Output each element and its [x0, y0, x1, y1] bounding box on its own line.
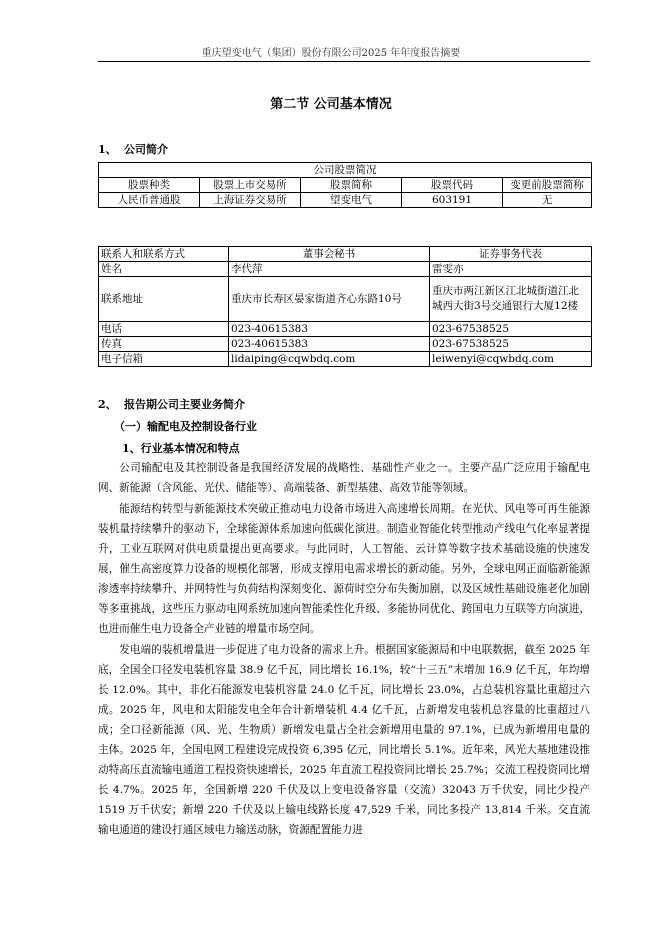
- table-cell: 李代萍: [229, 262, 430, 277]
- section-title: 第二节 公司基本情况: [270, 97, 392, 112]
- table-cell: 姓名: [99, 262, 229, 277]
- table-header-cell: 股票上市交易所: [200, 178, 301, 193]
- body-text: [98, 458, 590, 841]
- subsubsection-heading: 1、行业基本情况和特点: [122, 442, 240, 455]
- paragraph: 能源结构转型与新能源技术突破正推动电力设备市场进入高速增长周期。在光伏、风电等可再生能源装机量持续攀升的驱动下，全球能源体系加速向低碳化演进。制造业智能化转型推动产线电气化率显著提升，工业互联网对供电质量提出更高要求。与此同时，人工智能、云计算等数字技术基础设施的快速发展，催生高密度算力设备的规模化部署，形成支撑用电需求增长的新动能。另外，全球电网正面临新能源渗透率持续攀升、并网特性与负荷结构深刻变化、源荷时空分布失衡加剧，以及区域性基础设施老化加剧等多重挑战，这些压力驱动电网系统加速向智能柔性化升级、多能协同优化、跨国电力互联等方向演进，也进而催生电力设备全产业链的增量市场空间。: [98, 503, 590, 635]
- table-cell: leiwenyi@cqwbdq.com: [430, 352, 592, 367]
- table-cell: 联系地址: [99, 277, 229, 322]
- table-cell: 望变电气: [301, 193, 402, 208]
- table-cell: 雷雯亦: [430, 262, 592, 277]
- section-heading-1: [98, 141, 168, 157]
- table-cell: 023-40615383: [229, 337, 430, 352]
- stock-info-table: [98, 162, 592, 208]
- section-title-text: 公司简介: [124, 143, 168, 156]
- table-cell: 023-67538525: [430, 337, 592, 352]
- table-cell: 电话: [99, 322, 229, 337]
- section-title-text: 报告期公司主要业务简介: [124, 398, 245, 411]
- contact-info-table: [98, 246, 592, 367]
- table-cell: 023-40615383: [229, 322, 430, 337]
- table-cell: 电子信箱: [99, 352, 229, 367]
- paragraph: 发电端的装机增量进一步促进了电力设备的需求上升。根据国家能源局和中电联数据，截至 2025 年底，全国全口径发电装机容量 38.9 亿千瓦，同比增长 16.1%，较“十三五”末增加 16.9 亿千瓦，年均增长 12.0%。其中，非化石能源发电装机容量 24.0 亿千瓦，同比增长 23.0%，占总装机容量比重超过六成。2025 年，风电和太阳能发电全年合计新增装机 4.4 亿千瓦，占新增发电装机总容量的比重超过八成；全口径新能源（风、光、生物质）新增发电量占全社会新增用电量的 97.1%，已成为新增用电量的主体。2025 年，全国电网工程建设完成投资 6,395 亿元，同比增长 5.1%。近年来，风光大基地建设推动特高压直流输电通道工程投资快速增长，2025 年直流工程投资同比增长 25.7%；交流工程投资同比增长 4.7%。2025 年，全国新增 220 千伏及以上变电设备容量（交流）32043 万千伏安，同比少投产 1519 万千伏安；新增 220 千伏及以上输电线路长度 47,529 千米，同比多投产 13,814 千米。交直流输电通道的建设打通区域电力输送动脉，资源配置能力进: [98, 644, 590, 836]
- section-heading-2: [98, 396, 245, 412]
- header-divider: [98, 61, 590, 62]
- table-header-cell: 股票种类: [99, 178, 200, 193]
- table-cell: 603191: [402, 193, 503, 208]
- table-cell: 上海证券交易所: [200, 193, 301, 208]
- table-cell: 无: [503, 193, 592, 208]
- table-cell: 重庆市长寿区晏家街道齐心东路10号: [229, 277, 430, 322]
- table-cell: 传真: [99, 337, 229, 352]
- table-header-cell: 变更前股票简称: [503, 178, 592, 193]
- paragraph: 公司输配电及其控制设备是我国经济发展的战略性、基础性产业之一。主要产品广泛应用于输配电网、新能源（含风能、光伏、储能等）、高端装备、新型基建、高效节能等领域。: [98, 462, 590, 494]
- table-header-cell: 董事会秘书: [229, 247, 430, 262]
- table-cell: lidaiping@cqwbdq.com: [229, 352, 430, 367]
- table-header-cell: 证券事务代表: [430, 247, 592, 262]
- table-cell: 重庆市两江新区江北城街道江北城西大街3号交通银行大厦12楼: [430, 277, 592, 322]
- table-cell: 人民币普通股: [99, 193, 200, 208]
- table-header-cell: 股票代码: [402, 178, 503, 193]
- table-header-cell: 股票简称: [301, 178, 402, 193]
- table-caption: 公司股票简况: [99, 163, 592, 178]
- page-header: 重庆望变电气（集团）股份有限公司2025 年年度报告摘要: [201, 48, 461, 59]
- table-cell: 023-67538525: [430, 322, 592, 337]
- table-header-cell: 联系人和联系方式: [99, 247, 229, 262]
- section-number: 2、: [98, 398, 117, 411]
- section-number: 1、: [98, 143, 117, 156]
- subsection-heading: （一）输配电及控制设备行业: [114, 420, 257, 433]
